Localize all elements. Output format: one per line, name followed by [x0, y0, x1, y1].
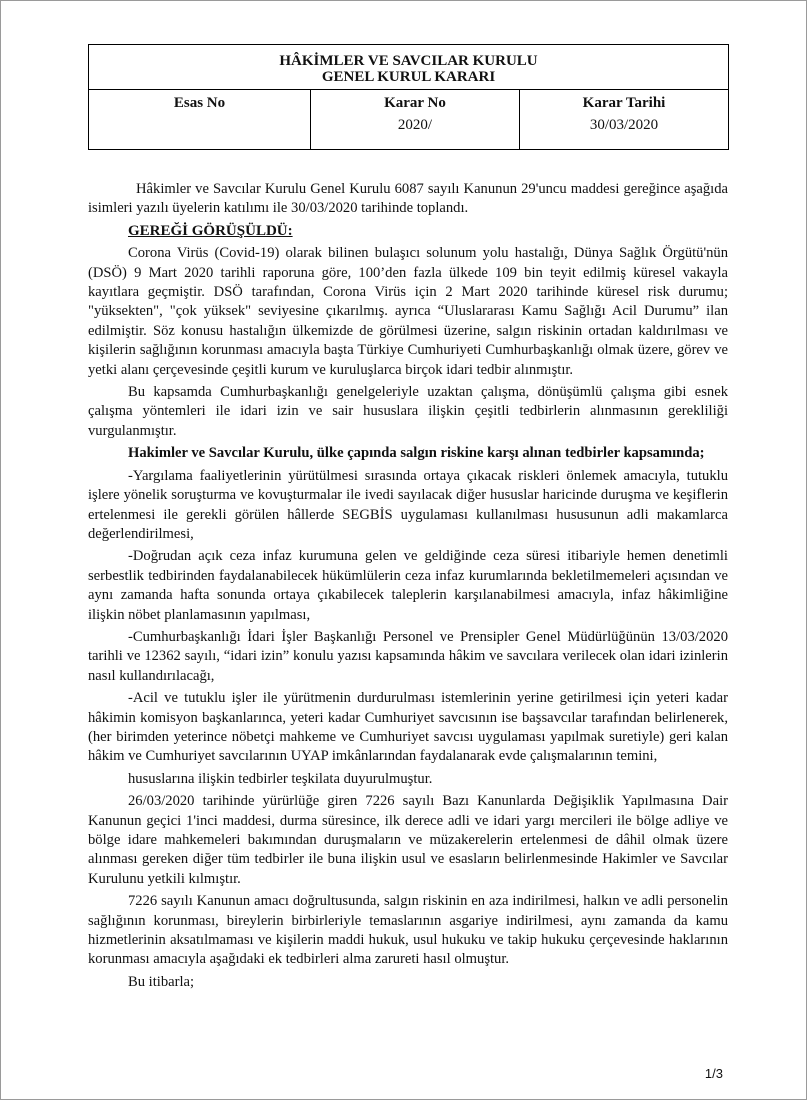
- karar-cell: [311, 90, 520, 150]
- paragraph-10: 7226 sayılı Kanunun amacı doğrultusunda, salgın riskinin en aza indirilmesi, halkın ve adli personelin sağlığının korunması, bireylerin birbirleriyle temaslarının asgariye indirilmesi, aynı zamanda da kamu hizmetlerinin aksatılmaması ve kişilerin maddi hukuk, usul hukuku ve takip hukuku çerçevesinde haklarının korunması amacıyla aşağıdaki ek tedbirleri alma zarureti hasıl olmuştur.: [88, 893, 728, 968]
- paragraph-7: -Acil ve tutuklu işler ile yürütmenin durdurulması istemlerinin yerine getirilmesi için yeteri kadar hâkimin komisyon başkanlarınca, yeteri kadar Cumhuriyet savcısının ise başsavcılar tarafından belirlenerek, (her birimden yeterince nöbetçi mahkeme ve Cumhuriyet savcısı uygulaması yapılmak suretiyle) geri kalan hâkim ve Cumhuriyet savcılarının UYAP imkânlarından faydalanarak evde çalışmalarının temini,: [88, 690, 728, 765]
- paragraph-4: -Yargılama faaliyetlerinin yürütülmesi sırasında ortaya çıkacak riskleri önlemek amacıyla, tutuklu işlere yönelik soruşturma ve kovuşturmalar ile ivedi sayılacak diğer hususlar haricinde duruşma ve keşiflerin ertelenmesi ile gerekli görülen hâllerde SEGBİS uygulaması kullanılması hususunun adli makamlarca değerlendirilmesi,: [88, 467, 728, 542]
- intro-paragraph: Hâkimler ve Savcılar Kurulu Genel Kurulu 6087 sayılı Kanunun 29'uncu maddesi gereğince aşağıda isimleri yazılı üyelerin katılımı ile 30/03/2020 tarihinde toplandı.: [88, 181, 728, 217]
- paragraph-2: Bu kapsamda Cumhurbaşkanlığı genelgeleriyle uzaktan çalışma, dönüşümlü çalışma gibi esnek çalışma yöntemleri ile idari izin ve sair hususlara ilişkin çeşitli tedbirlerin alınmasının gerekliliği vurgulanmıştır.: [88, 384, 728, 439]
- tarih-label: Karar Tarihi: [582, 95, 666, 111]
- tarih-cell: [520, 90, 728, 150]
- paragraph-5: -Doğrudan açık ceza infaz kurumuna gelen ve geldiğinde ceza süresi itibariyle hemen denetimli serbestlik tedbirinden faydalanabilecek hükümlülerin ceza infaz kurumlarında bekletilmemeleri açısından ve aynı zamanda hafta sonunda ortaya çıkabilecek taleplerin karşılanabilmesi amacıyla, infaz hâkimliğine ilişkin nöbet planlamasının yapılması,: [88, 548, 728, 623]
- institution-name: HÂKİMLER VE SAVCILAR KURULU: [279, 53, 538, 69]
- paragraph-1: Corona Virüs (Covid-19) olarak bilinen bulaşıcı solunum yolu hastalığı, Dünya Sağlık Örgütü'nün (DSÖ) 9 Mart 2020 tarihli raporuna göre, 100’den fazla ülkede 109 bin teyit edilmiş küresel vakayla kayıtlara geçmiştir. DSÖ tarafından, Corona Virüs için 2 Mart 2020 tarihinde küresel risk durumu; "yüksekten", "çok yüksek" seviyesine çıkarılmış. ayrıca “Uluslararası Kamu Sağlığı Acil Durumu” ilan edilmiştir. Söz konusu hastalığın ülkemizde de görülmesi üzerine, salgın riskinin ortadan kaldırılması ve kişilerin sağlığının korunması amacıyla başta Türkiye Cumhuriyeti Cumhurbaşkanlığı olmak üzere, görev ve yetki alanı çerçevesinde çeşitli kurum ve kuruluşlarca birçok idari tedbir alınmıştır.: [88, 245, 728, 378]
- header-title: [89, 45, 728, 90]
- document-type: GENEL KURUL KARARI: [321, 69, 496, 85]
- paragraph-6: -Cumhurbaşkanlığı İdari İşler Başkanlığı Personel ve Prensipler Genel Müdürlüğünün 13/03/2020 tarihli ve 12362 sayılı, “idari izin” konulu yazısı kapsamında hâkim ve savcılara verilecek olan idari izinlerin nasıl kullandırılacağı,: [88, 628, 728, 684]
- decision-header-table: [88, 44, 729, 150]
- esas-label: Esas No: [173, 95, 226, 111]
- section-heading: GEREĞİ GÖRÜŞÜLDÜ:: [128, 222, 293, 239]
- karar-value: 2020/: [397, 117, 433, 133]
- header-grid: [89, 90, 728, 150]
- decision-body: [88, 180, 728, 995]
- karar-label: Karar No: [384, 95, 446, 111]
- paragraph-8: hususlarına ilişkin tedbirler teşkilata duyurulmuştur.: [128, 770, 433, 787]
- paragraph-9: 26/03/2020 tarihinde yürürlüğe giren 7226 sayılı Bazı Kanunlarda Değişiklik Yapılmasına Dair Kanunun geçici 1'inci maddesi, durma süresince, ilk derece adli ve idari yargı mercileri ile bölge adliye ve bölge idare mahkemeleri bakımından duruşmaların ve müzakerelerin ertelenmesi de dâhil olmak üzere alınması gereken diğer tüm tedbirler ile buna ilişkin usul ve esasların belirlenmesinde Hakimler ve Savcılar Kurulunu yetkili kılmıştır.: [88, 793, 728, 887]
- page-number: 1/3: [704, 1066, 723, 1081]
- paragraph-3: Hakimler ve Savcılar Kurulu, ülke çapında salgın riskine karşı alınan tedbirler kapsamında;: [128, 445, 705, 462]
- paragraph-11: Bu itibarla;: [128, 973, 195, 990]
- esas-cell: [89, 90, 311, 150]
- tarih-value: 30/03/2020: [589, 117, 659, 133]
